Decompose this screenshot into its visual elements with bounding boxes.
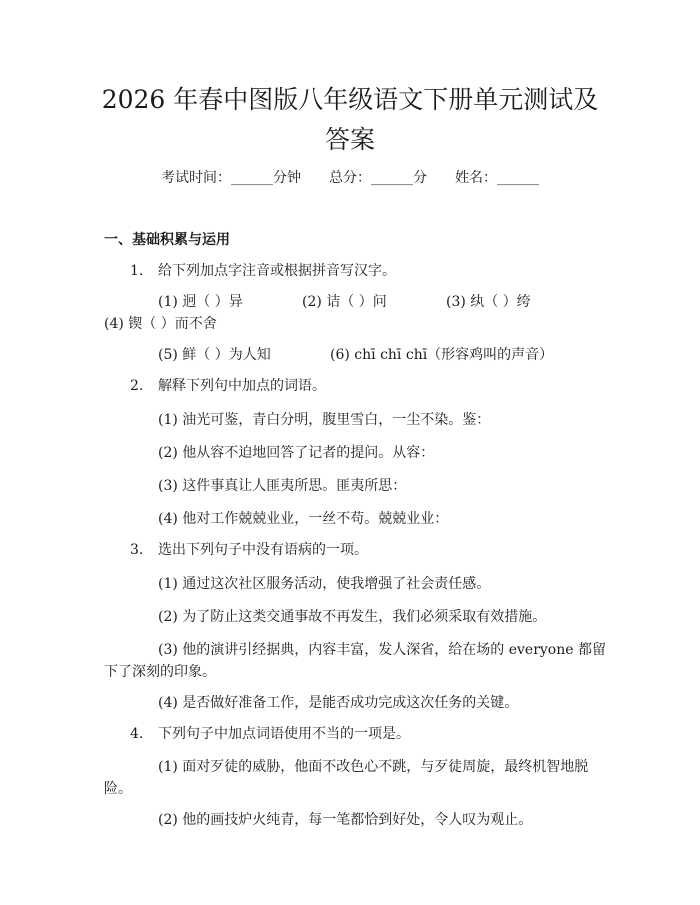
question-number: 2. [130,378,144,394]
option-item: (2) 诘（ ）问 [302,294,387,310]
option-item: (6) chī chī chī（形容鸡叫的声音） [330,347,554,363]
question-number: 1. [130,263,144,279]
option-item-continued: 下了深刻的印象。 [104,664,216,680]
question-text: 下列句子中加点词语使用不当的一项是。 [158,726,410,742]
exam-info [0,167,700,187]
question-text: 解释下列句中加点的词语。 [158,378,326,394]
option-item: (1) 通过这次社区服务活动，使我增强了社会责任感。 [158,576,491,592]
option-item: (5) 鲜（ ）为人知 [158,347,271,363]
option-item: (2) 他从容不迫地回答了记者的提问。从容： [158,445,435,461]
title-line-1: 2026 年春中图版八年级语文下册单元测试及 [101,85,599,114]
option-item: (1) 油光可鉴，青白分明，腹里雪白，一尘不染。鉴： [158,412,491,428]
total-score-label: 总分：______分 [329,170,427,186]
page-title [90,80,610,160]
section-heading: 一、基础积累与运用 [104,232,230,248]
option-item: (1) 迥（ ）异 [158,294,243,310]
option-item: (3) 他的演讲引经据典，内容丰富，发人深省，给在场的 everyone 都留 [158,642,606,658]
option-item: (4) 锲（ ）而不舍 [104,316,217,332]
question-text: 给下列加点字注音或根据拼音写汉字。 [158,263,396,279]
option-item: (2) 他的画技炉火纯青，每一笔都恰到好处，令人叹为观止。 [158,812,533,828]
option-item-continued: 险。 [104,781,132,797]
question-number: 4. [130,726,144,742]
name-label: 姓名：______ [455,170,539,186]
option-item: (1) 面对歹徒的威胁，他面不改色心不跳，与歹徒周旋，最终机智地脱 [158,759,589,775]
exam-time-label: 考试时间：______分钟 [161,170,301,186]
option-item: (4) 是否做好准备工作，是能否成功完成这次任务的关键。 [158,695,519,711]
title-line-2: 答案 [324,125,375,154]
option-item: (3) 纨（ ）绔 [446,294,531,310]
question-number: 3. [130,542,144,558]
option-item: (3) 这件事真让人匪夷所思。匪夷所思： [158,478,407,494]
option-item: (4) 他对工作兢兢业业，一丝不苟。兢兢业业： [158,511,449,527]
option-item: (2) 为了防止这类交通事故不再发生，我们必须采取有效措施。 [158,609,547,625]
question-text: 选出下列句子中没有语病的一项。 [158,542,368,558]
